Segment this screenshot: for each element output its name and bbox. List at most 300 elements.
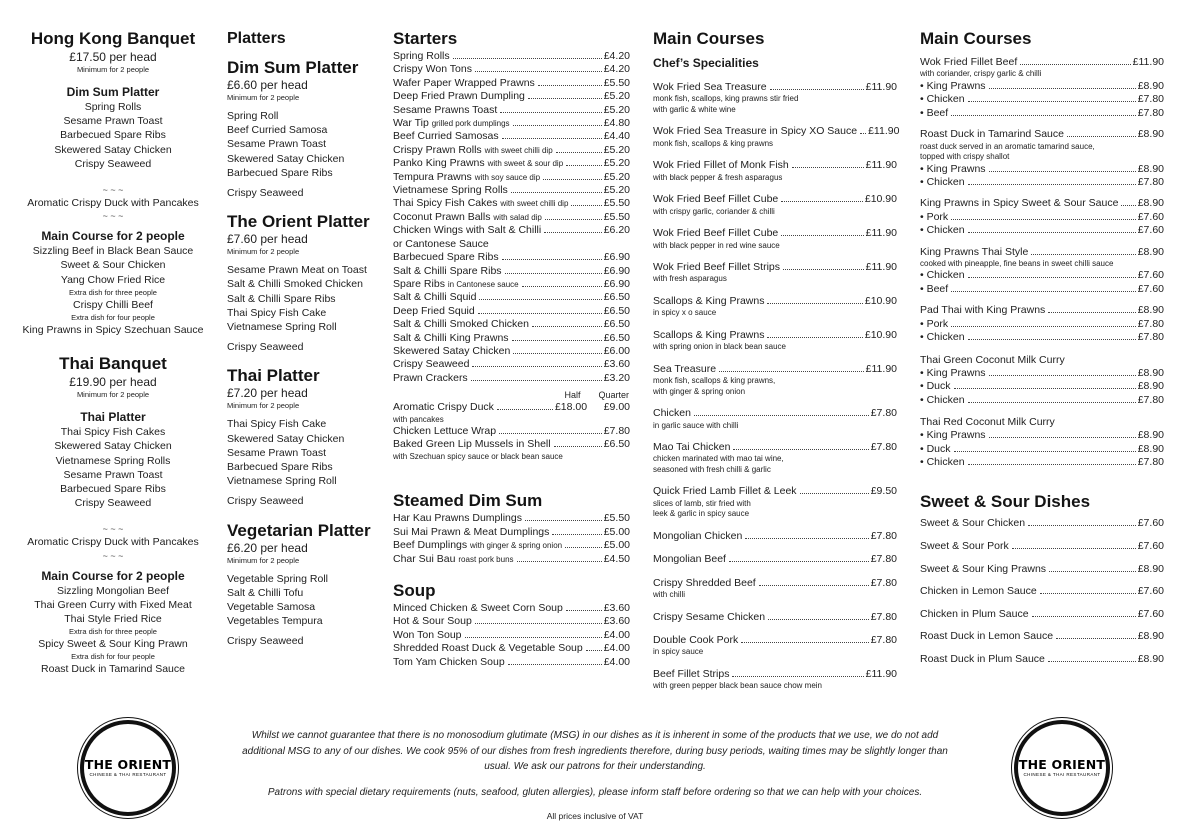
platter-dim-sum <box>227 58 387 200</box>
item-description: with Szechuan spicy sauce or black bean sauce <box>393 451 563 461</box>
leader-dots <box>989 171 1136 172</box>
leader-dots <box>732 676 863 677</box>
menu-item-row <box>653 611 897 624</box>
item-name-text: • Beef <box>920 282 949 295</box>
item-description: with pancakes <box>393 414 444 424</box>
banquet-item: Thai Green Curry with Fixed Meat <box>34 598 192 611</box>
item-name <box>920 429 986 442</box>
platters-heading: Platters <box>227 30 286 47</box>
item-name <box>393 629 462 642</box>
item-price: £5.20 <box>603 157 630 170</box>
leader-dots <box>552 534 601 535</box>
item-name <box>920 394 965 407</box>
menu-item-row <box>920 93 1164 106</box>
item-description: monk fish, scallops, king prawns stir fried <box>653 94 799 104</box>
separator: ~ ~ ~ <box>102 524 124 535</box>
dim-sum-list <box>393 512 630 566</box>
menu-item-row <box>920 107 1164 120</box>
item-name <box>653 485 797 498</box>
item-price: £7.80 <box>1137 331 1164 344</box>
platter-item: Skewered Satay Chicken <box>227 432 345 445</box>
item-price: £7.60 <box>1137 607 1164 620</box>
leader-dots <box>513 125 602 126</box>
item-name <box>653 295 764 308</box>
banquet-platter-title: Thai Platter <box>80 410 146 425</box>
item-name-text: Beef Fillet Strips <box>653 667 730 680</box>
item-price: £5.50 <box>603 210 630 223</box>
item-description: in spicy x o sauce <box>653 308 717 318</box>
menu-item-row <box>393 104 630 117</box>
item-price: £4.20 <box>603 63 630 76</box>
leader-dots <box>478 313 602 314</box>
menu-item-row <box>920 630 1164 643</box>
item-name <box>920 211 948 224</box>
leader-dots <box>745 538 868 539</box>
item-name-text: Sesame Prawns Toast <box>393 103 498 116</box>
item-price: £5.20 <box>603 90 630 103</box>
menu-item-row <box>393 144 630 157</box>
item-name <box>653 81 767 94</box>
banquet-item: Thai Spicy Fish Cakes <box>60 426 166 439</box>
item-name-text: Chicken <box>653 407 691 420</box>
item-name-text: Sea Treasure <box>653 362 717 375</box>
menu-item-row <box>393 332 630 345</box>
menu-item <box>920 630 1164 643</box>
item-name-text: Chicken Wings with Salt & Chilli <box>393 224 542 237</box>
item-price: £4.50 <box>603 552 630 565</box>
item-name <box>920 331 965 344</box>
logo-brand: THE ORIENT <box>84 757 172 772</box>
item-price: £7.80 <box>1137 455 1164 468</box>
item-name-text: Sweet & Sour Pork <box>920 539 1009 552</box>
menu-item-row <box>920 269 1164 282</box>
item-name-text: Spare Ribs <box>393 277 445 290</box>
platter-item: Salt & Chilli Smoked Chicken <box>227 278 363 291</box>
menu-item-row <box>393 615 630 628</box>
menu-item-group <box>920 56 1164 120</box>
item-price: £11.90 <box>865 81 897 93</box>
item-price: £6.90 <box>603 264 630 277</box>
item-name-text: Crispy Shredded Beef <box>653 576 756 589</box>
menu-item-row <box>920 380 1164 393</box>
platter-price: £6.20 per head <box>227 540 308 555</box>
menu-item <box>920 585 1164 598</box>
item-name <box>920 318 948 331</box>
item-description: with crispy garlic, coriander & chilli <box>653 206 775 216</box>
item-note: roast pork buns <box>458 554 514 564</box>
leader-dots <box>1012 548 1136 549</box>
leader-dots <box>968 464 1136 465</box>
item-price: £5.20 <box>603 184 630 197</box>
item-name <box>393 211 542 224</box>
platter-item: Barbecued Spare Ribs <box>227 166 333 179</box>
banquet-item: Yang Chow Fried Rice <box>60 273 166 286</box>
banquet-thai <box>18 353 208 676</box>
menu-item <box>653 295 897 319</box>
banquet-title: Thai Banquet <box>59 354 167 374</box>
leader-dots <box>792 167 864 168</box>
leader-dots <box>1031 254 1135 255</box>
item-price: £7.60 <box>1137 224 1164 237</box>
starter-item-duck <box>393 401 630 414</box>
item-name-text: Mongolian Beef <box>653 553 726 566</box>
menu-item <box>393 77 630 90</box>
menu-item <box>653 668 897 692</box>
menu-item-row <box>653 159 897 172</box>
menu-item-row <box>393 171 630 184</box>
item-name <box>393 144 553 157</box>
footer-notices <box>230 728 960 825</box>
leader-dots <box>1121 205 1135 206</box>
leader-dots <box>465 637 602 638</box>
leader-dots <box>1048 661 1136 662</box>
sweet-sour-heading: Sweet & Sour Dishes <box>920 492 1091 512</box>
menu-item <box>653 441 897 475</box>
item-description: with coriander, crispy garlic & chilli <box>920 69 1042 79</box>
banquet-item: Sweet & Sour Chicken <box>60 259 166 272</box>
item-name-text: • Chicken <box>920 224 965 237</box>
item-price: £3.60 <box>603 358 630 371</box>
menu-item-row <box>393 211 630 224</box>
item-description: monk fish, scallops & king prawns, <box>653 376 776 386</box>
item-name-text: Tom Yam Chicken Soup <box>393 655 505 668</box>
leader-dots <box>1032 616 1136 617</box>
platter-vegetarian <box>227 521 387 649</box>
platter-item: Vietnamese Spring Roll <box>227 321 337 334</box>
menu-item <box>393 63 630 76</box>
item-name <box>393 130 499 143</box>
item-price: £10.90 <box>864 294 897 307</box>
banquet-item: Barbecued Spare Ribs <box>60 483 166 496</box>
menu-item <box>393 265 630 278</box>
platter-extra: Crispy Seaweed <box>227 341 304 354</box>
menu-item-row <box>920 246 1164 259</box>
platter-item: Sesame Prawn Toast <box>227 446 327 459</box>
item-name <box>653 577 756 590</box>
item-price: £7.80 <box>870 553 897 566</box>
platter-minimum: Minimum for 2 people <box>227 247 300 257</box>
item-price: £7.80 <box>1137 93 1164 106</box>
menu-item-row <box>920 585 1164 598</box>
menu-item-row <box>393 358 630 371</box>
restaurant-logo <box>80 720 176 816</box>
banquet-item: Thai Style Fried Rice <box>64 613 162 626</box>
menu-item <box>393 211 630 224</box>
main-courses-column-2 <box>920 28 1164 666</box>
menu-item-row <box>393 117 630 130</box>
item-price: £7.80 <box>870 634 897 646</box>
platter-extra: Crispy Seaweed <box>227 187 304 200</box>
item-name-text: Mongolian Chicken <box>653 529 743 542</box>
menu-item <box>653 159 897 183</box>
item-name <box>393 197 568 210</box>
leader-dots <box>733 449 868 450</box>
item-name <box>653 261 780 274</box>
item-name-text: Sui Mai Prawn & Meat Dumplings <box>393 525 550 538</box>
menu-item <box>393 171 630 184</box>
item-name-text: Scallops & King Prawns <box>653 328 765 341</box>
item-price: £8.90 <box>1137 128 1164 141</box>
item-name <box>393 345 510 358</box>
platters-column <box>227 28 387 649</box>
item-name-text: Crispy Won Tons <box>393 63 472 76</box>
item-name: Thai Red Coconut Milk Curry <box>920 415 1055 428</box>
leader-dots <box>1049 571 1136 572</box>
item-name-text: • Duck <box>920 442 951 455</box>
starters-column <box>393 28 630 669</box>
item-name <box>653 193 778 206</box>
item-name-text: Mao Tai Chicken <box>653 441 731 454</box>
item-name <box>393 358 469 371</box>
item-price: £6.50 <box>603 304 630 317</box>
item-name-text: Chicken in Plum Sauce <box>920 607 1029 620</box>
item-name-text: Salt & Chilli Spare Ribs <box>393 264 502 277</box>
item-name-text: • Chicken <box>920 331 965 344</box>
menu-item-row <box>920 128 1164 141</box>
banquet-item: Crispy Chilli Beef <box>73 298 153 311</box>
leader-dots <box>989 375 1136 376</box>
leader-dots <box>471 380 602 381</box>
platter-item: Sesame Prawn Meat on Toast <box>227 264 367 277</box>
leader-dots <box>499 433 602 434</box>
dim-sum-heading: Steamed Dim Sum <box>393 491 543 511</box>
item-name-text: King Prawns Thai Style <box>920 245 1029 258</box>
menu-item <box>393 130 630 143</box>
menu-item <box>393 539 630 552</box>
banquet-extra-label: Extra dish for four people <box>71 652 155 662</box>
starters-list <box>393 425 630 462</box>
leader-dots <box>759 585 869 586</box>
platter-title: The Orient Platter <box>227 212 370 232</box>
platter-item: Vegetable Spring Roll <box>227 572 328 585</box>
item-name-text: Spring Rolls <box>393 50 450 62</box>
item-price: £6.90 <box>603 251 630 264</box>
leader-dots <box>968 184 1136 185</box>
banquet-item: Barbecued Spare Ribs <box>60 129 166 142</box>
item-price: £5.50 <box>603 512 630 525</box>
menu-item-row <box>393 512 630 525</box>
item-name <box>393 305 475 318</box>
item-name-text: Chicken in Lemon Sauce <box>920 585 1037 598</box>
leader-dots <box>951 291 1136 292</box>
item-name <box>393 117 510 130</box>
menu-item <box>653 553 897 566</box>
menu-item <box>393 602 630 615</box>
item-price: £8.90 <box>1137 79 1164 92</box>
menu-item <box>393 345 630 358</box>
item-name-text: Coconut Prawn Balls <box>393 210 491 223</box>
item-name <box>393 184 508 197</box>
leader-dots <box>783 269 864 270</box>
item-name <box>653 125 857 138</box>
menu-item-row <box>653 441 897 454</box>
main-courses-column-1 <box>653 28 900 692</box>
item-name <box>653 530 742 543</box>
leader-dots <box>968 232 1136 233</box>
item-name-text: Roast Duck in Lemon Sauce <box>920 630 1054 643</box>
item-price: £4.00 <box>603 655 630 668</box>
item-name <box>653 407 691 420</box>
item-name <box>920 517 1025 530</box>
leader-dots <box>951 219 1136 220</box>
menu-item <box>653 193 897 217</box>
item-name-text: Har Kau Prawns Dumplings <box>393 512 522 525</box>
menu-item <box>393 438 630 462</box>
banquet-duck: Aromatic Crispy Duck with Pancakes <box>27 197 199 210</box>
menu-item <box>393 197 630 210</box>
menu-item <box>393 224 630 237</box>
platter-minimum: Minimum for 2 people <box>227 401 300 411</box>
dietary-notice: Patrons with special dietary requirements (nuts, seafood, gluten allergies), please inform staff before ordering so that we can help with your choices. <box>267 786 923 798</box>
item-name <box>920 456 965 469</box>
item-price: £8.90 <box>1137 245 1164 258</box>
item-price: £4.20 <box>603 50 630 62</box>
leader-dots <box>989 437 1136 438</box>
item-name-text: • King Prawns <box>920 366 986 379</box>
leader-dots <box>528 98 602 99</box>
platter-price: £6.60 per head <box>227 78 308 92</box>
menu-item-row <box>920 211 1164 224</box>
item-price: £8.90 <box>1137 442 1164 455</box>
leader-dots <box>556 152 602 153</box>
platter-price: £7.20 per head <box>227 386 308 401</box>
chefs-specialities-heading: Chef’s Specialities <box>653 56 759 70</box>
menu-item-row <box>653 363 897 376</box>
menu-item-row <box>920 443 1164 456</box>
leader-dots <box>475 71 602 72</box>
item-description: monk fish, scallops & king prawns <box>653 138 774 148</box>
platter-price: £7.60 per head <box>227 232 308 247</box>
item-name <box>653 329 764 342</box>
item-name <box>920 443 951 456</box>
item-price: £11.90 <box>1132 56 1164 68</box>
leader-dots <box>770 89 864 90</box>
item-name <box>920 163 986 176</box>
leader-dots <box>502 138 602 139</box>
item-price: £7.80 <box>870 407 897 420</box>
menu-item-row <box>393 77 630 90</box>
leader-dots <box>968 339 1136 340</box>
item-name <box>920 269 965 282</box>
leader-dots <box>522 286 602 287</box>
menu-item-row <box>653 530 897 543</box>
menu-item <box>393 629 630 642</box>
main-courses-list <box>653 81 900 692</box>
menu-item-row <box>920 318 1164 331</box>
item-name <box>920 540 1009 553</box>
menu-item-group <box>920 353 1164 407</box>
item-description: with fresh asparagus <box>653 274 727 284</box>
menu-item <box>393 526 630 539</box>
item-name-text: Wok Fried Beef Fillet Cube <box>653 227 779 240</box>
item-price: £4.00 <box>603 642 630 655</box>
menu-item-row <box>920 517 1164 530</box>
item-name-text: Double Cook Pork <box>653 634 739 646</box>
item-name: Aromatic Crispy Duck <box>393 401 494 414</box>
item-note: grilled pork dumplings <box>431 119 510 129</box>
menu-item <box>393 425 630 438</box>
item-price: £7.80 <box>1137 106 1164 119</box>
item-name <box>653 634 738 647</box>
leader-dots <box>565 547 602 548</box>
item-name-text: Wok Fried Sea Treasure <box>653 81 767 93</box>
platter-item: Vietnamese Spring Roll <box>227 475 337 488</box>
item-price: £5.50 <box>603 76 630 89</box>
item-name <box>653 553 726 566</box>
menu-item <box>393 512 630 525</box>
item-price: £11.90 <box>865 261 897 274</box>
leader-dots <box>694 415 869 416</box>
leader-dots <box>475 623 602 624</box>
leader-dots <box>729 561 869 562</box>
item-description: with green pepper black bean sauce chow mein <box>653 681 822 691</box>
platter-item: Thai Spicy Fish Cake <box>227 418 327 431</box>
leader-dots <box>781 201 863 202</box>
banquet-item: Crispy Seaweed <box>74 497 152 510</box>
leader-dots <box>472 366 601 367</box>
item-price: £10.90 <box>864 328 897 341</box>
sweet-sour-list <box>920 517 1164 666</box>
item-name-text: • King Prawns <box>920 429 986 442</box>
item-name-text: • Duck <box>920 380 951 393</box>
item-description: slices of lamb, stir fried with <box>653 498 751 508</box>
menu-item <box>393 358 630 371</box>
menu-item <box>920 540 1164 553</box>
menu-item <box>653 363 897 397</box>
item-description: topped with crispy shallot <box>920 152 1010 162</box>
item-name-text: Salt & Chilli Squid <box>393 291 477 304</box>
item-name-text: • Pork <box>920 210 949 223</box>
item-price: £6.00 <box>603 344 630 357</box>
leader-dots <box>989 88 1136 89</box>
menu-item <box>653 329 897 353</box>
item-name-text: • Chicken <box>920 269 965 282</box>
starter-item-continued: or Cantonese Sauce <box>393 237 489 250</box>
platter-item: Vegetables Tempura <box>227 615 323 628</box>
item-name <box>393 372 468 385</box>
item-name-text: Salt & Chilli King Prawns <box>393 331 509 344</box>
item-name <box>920 93 965 106</box>
item-description: with spring onion in black bean sauce <box>653 342 786 352</box>
item-name-text: Thai Spicy Fish Cakes <box>393 197 498 210</box>
menu-item <box>653 577 897 601</box>
menu-item-row <box>653 227 897 240</box>
starters-list <box>393 251 630 385</box>
item-name-text: Salt & Chilli Smoked Chicken <box>393 318 529 331</box>
item-name-text: Scallops & King Prawns <box>653 294 765 307</box>
item-name-text: Wok Fried Beef Fillet Cube <box>653 193 779 206</box>
item-name <box>920 56 1017 69</box>
banquet-item: Sesame Prawn Toast <box>63 468 163 481</box>
platter-minimum: Minimum for 2 people <box>227 555 300 565</box>
menu-item-row <box>920 394 1164 407</box>
item-name <box>393 553 514 566</box>
half-label: Half <box>564 390 581 401</box>
platter-title: Vegetarian Platter <box>227 520 371 540</box>
item-price: £7.80 <box>870 576 897 589</box>
banquet-minimum: Minimum for 2 people <box>76 390 150 400</box>
menu-item <box>653 611 897 624</box>
menu-item <box>920 563 1164 576</box>
item-price: £7.60 <box>1137 269 1164 282</box>
menu-item-row <box>393 602 630 615</box>
menu-item-group <box>920 246 1164 297</box>
item-price: £8.90 <box>1137 652 1164 665</box>
leader-dots <box>954 451 1136 452</box>
platter-extra: Crispy Seaweed <box>227 635 304 648</box>
item-name <box>393 90 525 103</box>
item-name <box>393 526 549 539</box>
